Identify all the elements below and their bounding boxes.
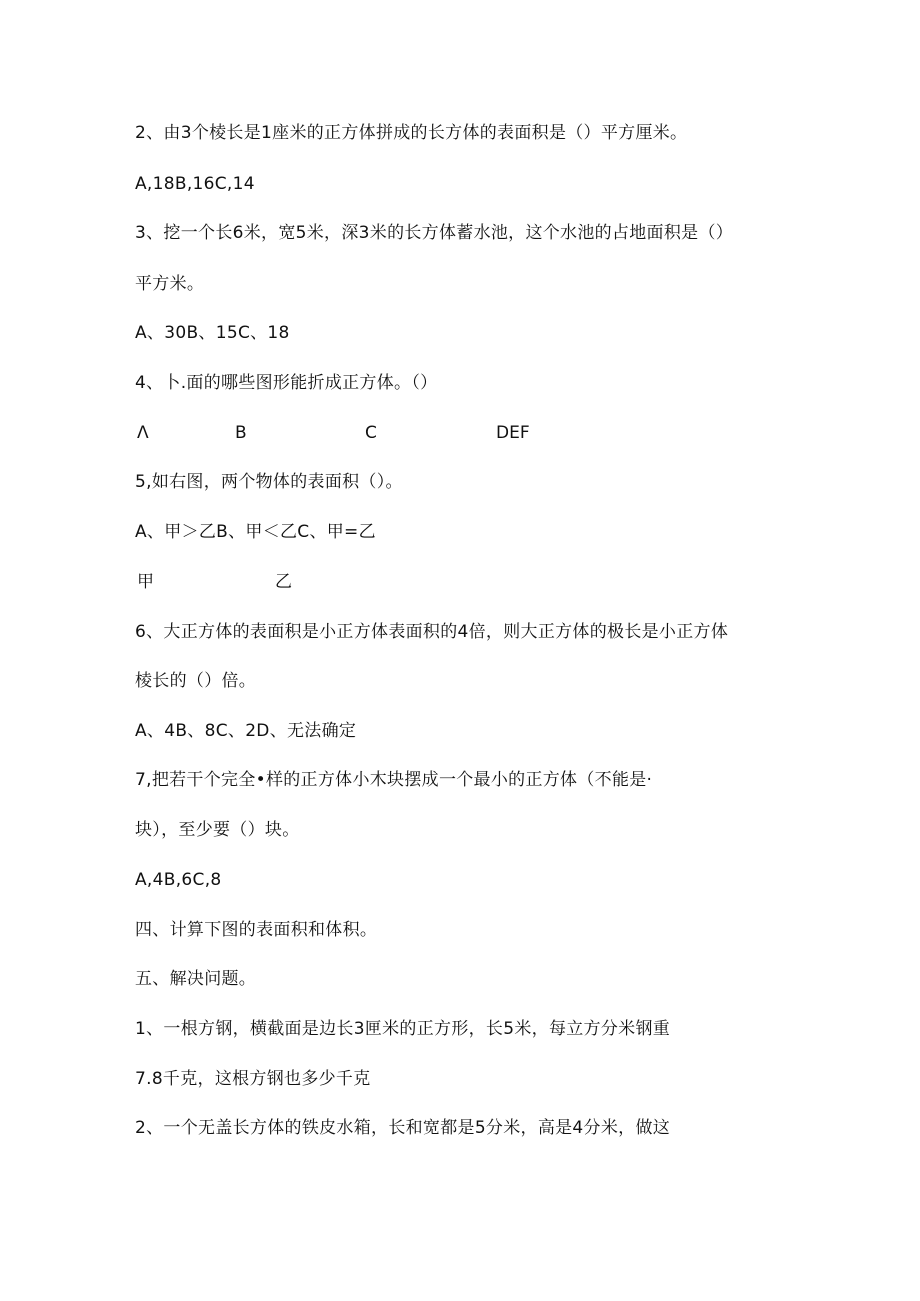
question-7-line-1: 7,把若干个完全•样的正方体小木块摆成一个最小的正方体（不能是· [135,770,653,790]
problem-2-line-1: 2、一个无盖长方体的铁皮水箱，长和宽都是5分米，高是4分米，做这 [135,1118,671,1138]
section-5-heading: 五、解决问题。 [135,969,257,989]
question-7-options: A,4B,6C,8 [135,870,222,890]
section-4-heading: 四、计算下图的表面积和体积。 [135,920,378,940]
question-3-options: A、30B、15C、18 [135,323,290,343]
question-5-options: A、甲＞乙B、甲＜乙C、甲=乙 [135,522,376,542]
question-2-options: A,18B,16C,14 [135,174,255,194]
problem-1-line-2: 7.8千克，这根方钢也多少千克 [135,1069,371,1089]
question-6-options: A、4B、8C、2D、无法确定 [135,721,357,741]
q5-figure-label-yi: 乙 [275,572,292,592]
q4-figure-label-b: B [235,423,247,443]
q4-figure-label-a: Λ [137,423,149,443]
q4-figure-label-c: C [365,423,377,443]
question-5: 5,如右图，两个物体的表面积（）。 [135,472,403,492]
problem-1-line-1: 1、一根方钢，横截面是边长3匣米的正方形，长5米，每立方分米钢重 [135,1019,671,1039]
question-6-line-2: 棱长的（）倍。 [135,671,257,691]
q5-figure-label-jia: 甲 [137,572,154,592]
question-4: 4、卜.面的哪些图形能折成正方体。（） [135,373,438,393]
question-2: 2、由3个棱长是1座米的正方体拼成的长方体的表面积是（）平方厘米。 [135,123,688,143]
question-3-line-2: 平方米。 [135,274,205,294]
question-6-line-1: 6、大正方体的表面积是小正方体表面积的4倍，则大正方体的极长是小正方体 [135,622,729,642]
question-7-line-2: 块），至少要（）块。 [135,820,300,840]
question-3-line-1: 3、挖一个长6米，宽5米，深3米的长方体蓄水池，这个水池的占地面积是（） [135,223,734,243]
q4-figure-label-def: DEF [496,423,530,443]
